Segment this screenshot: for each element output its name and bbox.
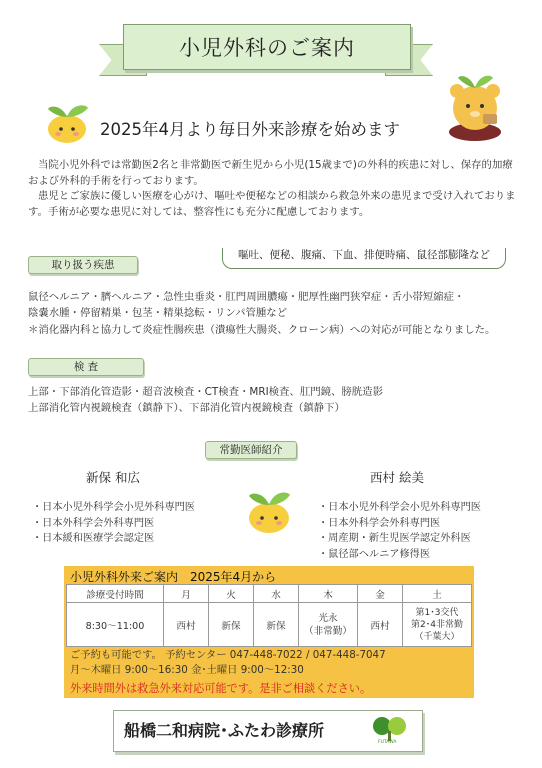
table-cell: 新保 [254, 603, 299, 647]
table-cell: 西村 [164, 603, 209, 647]
sprout-mascot-icon [240, 482, 298, 536]
header-cell: 土 [403, 585, 472, 603]
header-cell: 金 [358, 585, 403, 603]
diseases-label: 取り扱う疾患 [28, 256, 138, 274]
qualification: ・日本緩和医療学会認定医 [32, 533, 155, 544]
header-cell: 木 [299, 585, 358, 603]
time-cell: 8:30～11:00 [67, 603, 164, 647]
contact-info [70, 648, 386, 678]
emergency-notice: 外来時間外は救急外来対応可能です。是非ご相談ください。 [70, 682, 372, 695]
sprout-mascot-icon [40, 95, 94, 145]
symptoms-bracket: 嘔吐、便秘、腹痛、下血、排便時痛、鼠径部膨隆など [222, 248, 506, 269]
qualification: ・周産期・新生児医学認定外科医 [318, 533, 471, 544]
intro-paragraph: 当院小児外科では常勤医2名と非常勤医で新生児から小児(15歳まで)の外科的疾患に対し、保存的加療および外科的手術を行っております。 [28, 159, 513, 187]
title-banner [113, 22, 419, 80]
qualification: ・鼠径部ヘルニア修得医 [318, 548, 431, 560]
doctor-name-right: 西村 絵美 [370, 470, 424, 485]
exam-line: 上部・下部消化管造影・超音波検査・CT検査・MRI検査、肛門鏡、膀胱造影 [28, 386, 383, 398]
table-row [67, 603, 472, 647]
header-cell: 水 [254, 585, 299, 603]
intro-paragraph: 患児とご家族に優しい医療を心がけ、嘔吐や便秘などの相談から救急外来の患児まで受け入れております。手術が必要な患児に対しては、整容性にも充分に配慮しております。 [28, 190, 516, 218]
qualification: ・日本外科学会外科専門医 [318, 517, 441, 529]
table-cell: 第1･3交代 第2･4非常勤 （千葉大） [403, 603, 472, 647]
table-header-row [67, 585, 472, 603]
doctors-label: 常勤医師紹介 [205, 441, 297, 459]
exams-label: 検 査 [28, 358, 144, 376]
intro-text [28, 158, 520, 220]
doctor-quals-left [32, 500, 195, 547]
hospital-name: 船橋二和病院･ふたわ診療所 [124, 721, 325, 740]
table-cell: 光永 （非常勤） [299, 603, 358, 647]
exam-line: 上部消化管内視鏡検査（鎮静下）、下部消化管内視鏡検査（鎮静下） [28, 402, 345, 414]
disease-line: 陰嚢水腫・停留精巣・包茎・精巣捻転・リンパ管腫など [28, 307, 288, 319]
reservation-line: ご予約も可能です。 予約センター 047-448-7022 / 047-448-7047 [70, 649, 386, 661]
header-cell: 月 [164, 585, 209, 603]
header-cell: 診療受付時間 [67, 585, 164, 603]
doctor-quals-right [318, 500, 481, 562]
disease-line: 鼠径ヘルニア・臍ヘルニア・急性虫垂炎・肛門周囲膿瘍・肥厚性幽門狭窄症・舌小帯短縮症・ [28, 291, 465, 303]
qualification: ・日本小児外科学会小児外科専門医 [32, 502, 195, 513]
schedule-table [66, 584, 472, 647]
table-cell: 新保 [209, 603, 254, 647]
headline: 2025年4月より毎日外来診療を始めます [100, 120, 400, 139]
disease-note: ＊消化器内科と協力して炎症性腸疾患（潰瘍性大腸炎、クローン病）への対応が可能となりました。 [28, 324, 496, 336]
logo-caption: FUTAWA [378, 740, 397, 745]
qualification: ・日本外科学会外科専門医 [32, 517, 155, 529]
table-cell: 西村 [358, 603, 403, 647]
hours-line: 月～木曜日 9:00～16:30 金･土曜日 9:00～12:30 [70, 664, 304, 676]
bear-mascot-icon [444, 62, 506, 144]
header-cell: 火 [209, 585, 254, 603]
page-title: 小児外科のご案内 [123, 24, 411, 70]
doctor-name-left: 新保 和広 [86, 470, 140, 485]
qualification: ・日本小児外科学会小児外科専門医 [318, 502, 481, 513]
schedule-title: 小児外科外来ご案内 2025年4月から [70, 570, 277, 584]
